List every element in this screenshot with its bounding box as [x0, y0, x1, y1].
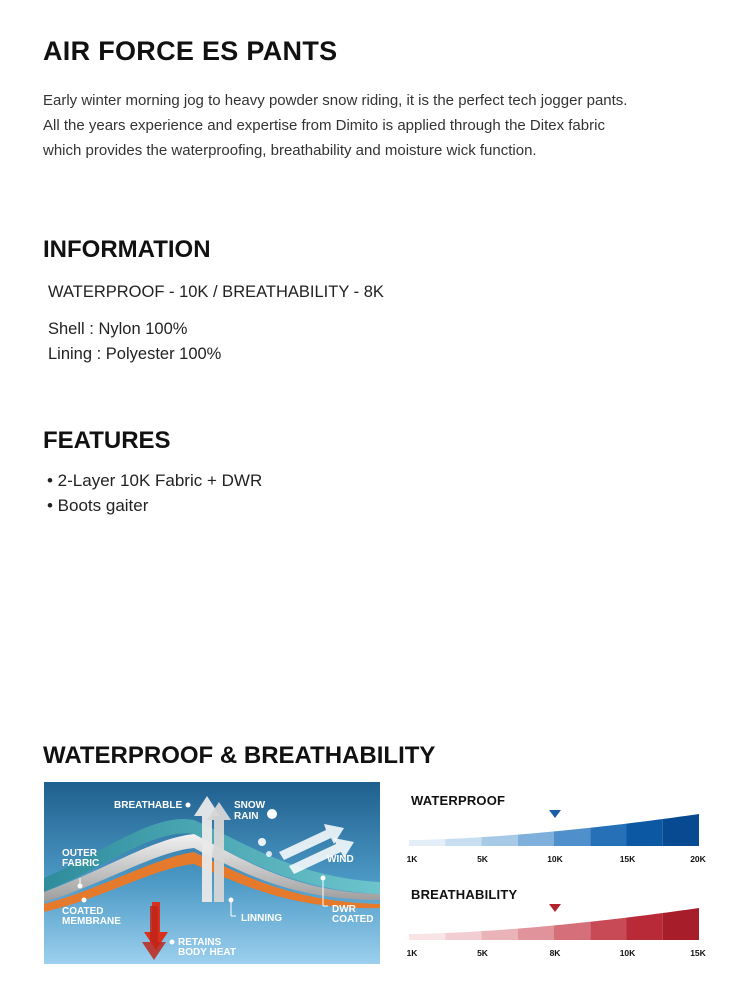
breathability-gauge-title: BREATHABILITY [411, 887, 518, 902]
gauge-segment [627, 913, 663, 940]
rating-text: WATERPROOF - 10K / BREATHABILITY - 8K [48, 283, 384, 301]
diagram-label: WIND [327, 854, 354, 865]
gauge-segment [482, 929, 518, 940]
description-line: All the years experience and expertise from Dimito is applied through the Ditex fabric [43, 117, 605, 134]
diagram-label: FABRIC [62, 858, 100, 869]
gauge-segment [627, 819, 663, 846]
gauge-tick-label: 10K [619, 948, 636, 958]
gauge-marker-icon [549, 810, 561, 818]
diagram-label: BODY HEAT [178, 947, 236, 958]
gauge-marker-icon [549, 904, 561, 912]
diagram-label: RETAINS [178, 937, 222, 948]
diagram-label: COATED [332, 914, 374, 925]
shell-material: Shell : Nylon 100% [48, 320, 188, 338]
diagram-label: OUTER [62, 848, 97, 859]
diagram-label: DWR [332, 904, 356, 915]
gauge-segment [590, 918, 626, 940]
waterproof-breathability-heading: WATERPROOF & BREATHABILITY [43, 742, 436, 769]
water-drop-icon [266, 851, 272, 857]
waterproof-gauge [409, 808, 701, 848]
gauge-segment [590, 824, 626, 846]
gauge-segment [445, 931, 481, 940]
description-line: which provides the waterproofing, breathability and moisture wick function. [43, 142, 537, 159]
gauge-tick-label: 1K [406, 854, 418, 864]
gauge-segment [409, 839, 445, 846]
feature-item: • Boots gaiter [47, 496, 149, 515]
breathability-gauge-ticks [406, 948, 706, 960]
diagram-label: COATED [62, 906, 104, 917]
lining-material: Lining : Polyester 100% [48, 345, 222, 363]
gauge-tick-label: 10K [547, 854, 563, 864]
features-heading: FEATURES [43, 427, 171, 454]
gauge-segment [663, 908, 699, 940]
product-description [43, 88, 723, 163]
diagram-label: BREATHABLE [114, 800, 183, 811]
gauge-segment [482, 835, 518, 846]
gauge-tick-label: 15K [619, 854, 636, 864]
gauge-segment [554, 922, 590, 940]
breathability-gauge [409, 902, 701, 942]
diagram-label: MEMBRANE [62, 916, 121, 927]
gauge-segment [518, 831, 554, 846]
waterproof-gauge-ticks [406, 854, 706, 866]
gauge-tick-label: 5K [477, 948, 488, 958]
diagram-label: RAIN [234, 811, 259, 822]
description-line: Early winter morning jog to heavy powder snow riding, it is the perfect tech jogger pants. [43, 92, 628, 109]
gauge-segment [409, 933, 445, 940]
water-drop-icon [267, 809, 277, 819]
water-drop-icon [258, 838, 266, 846]
gauge-tick-label: 15K [690, 948, 706, 958]
gauge-tick-label: 1K [406, 948, 418, 958]
gauge-tick-label: 20K [690, 854, 706, 864]
waterproof-gauge-title: WATERPROOF [411, 793, 506, 808]
diagram-label: SNOW [234, 800, 266, 811]
gauge-tick-label: 5K [477, 854, 488, 864]
product-title: AIR FORCE ES PANTS [43, 36, 338, 66]
fabric-layer-diagram [44, 782, 380, 964]
feature-item: • 2-Layer 10K Fabric + DWR [47, 471, 263, 490]
information-heading: INFORMATION [43, 236, 211, 263]
gauge-segment [663, 814, 699, 846]
gauge-segment [445, 837, 481, 846]
gauge-segment [518, 925, 554, 940]
gauge-tick-label: 8K [549, 948, 561, 958]
diagram-label: LINNING [241, 913, 283, 924]
gauge-segment [554, 828, 590, 846]
